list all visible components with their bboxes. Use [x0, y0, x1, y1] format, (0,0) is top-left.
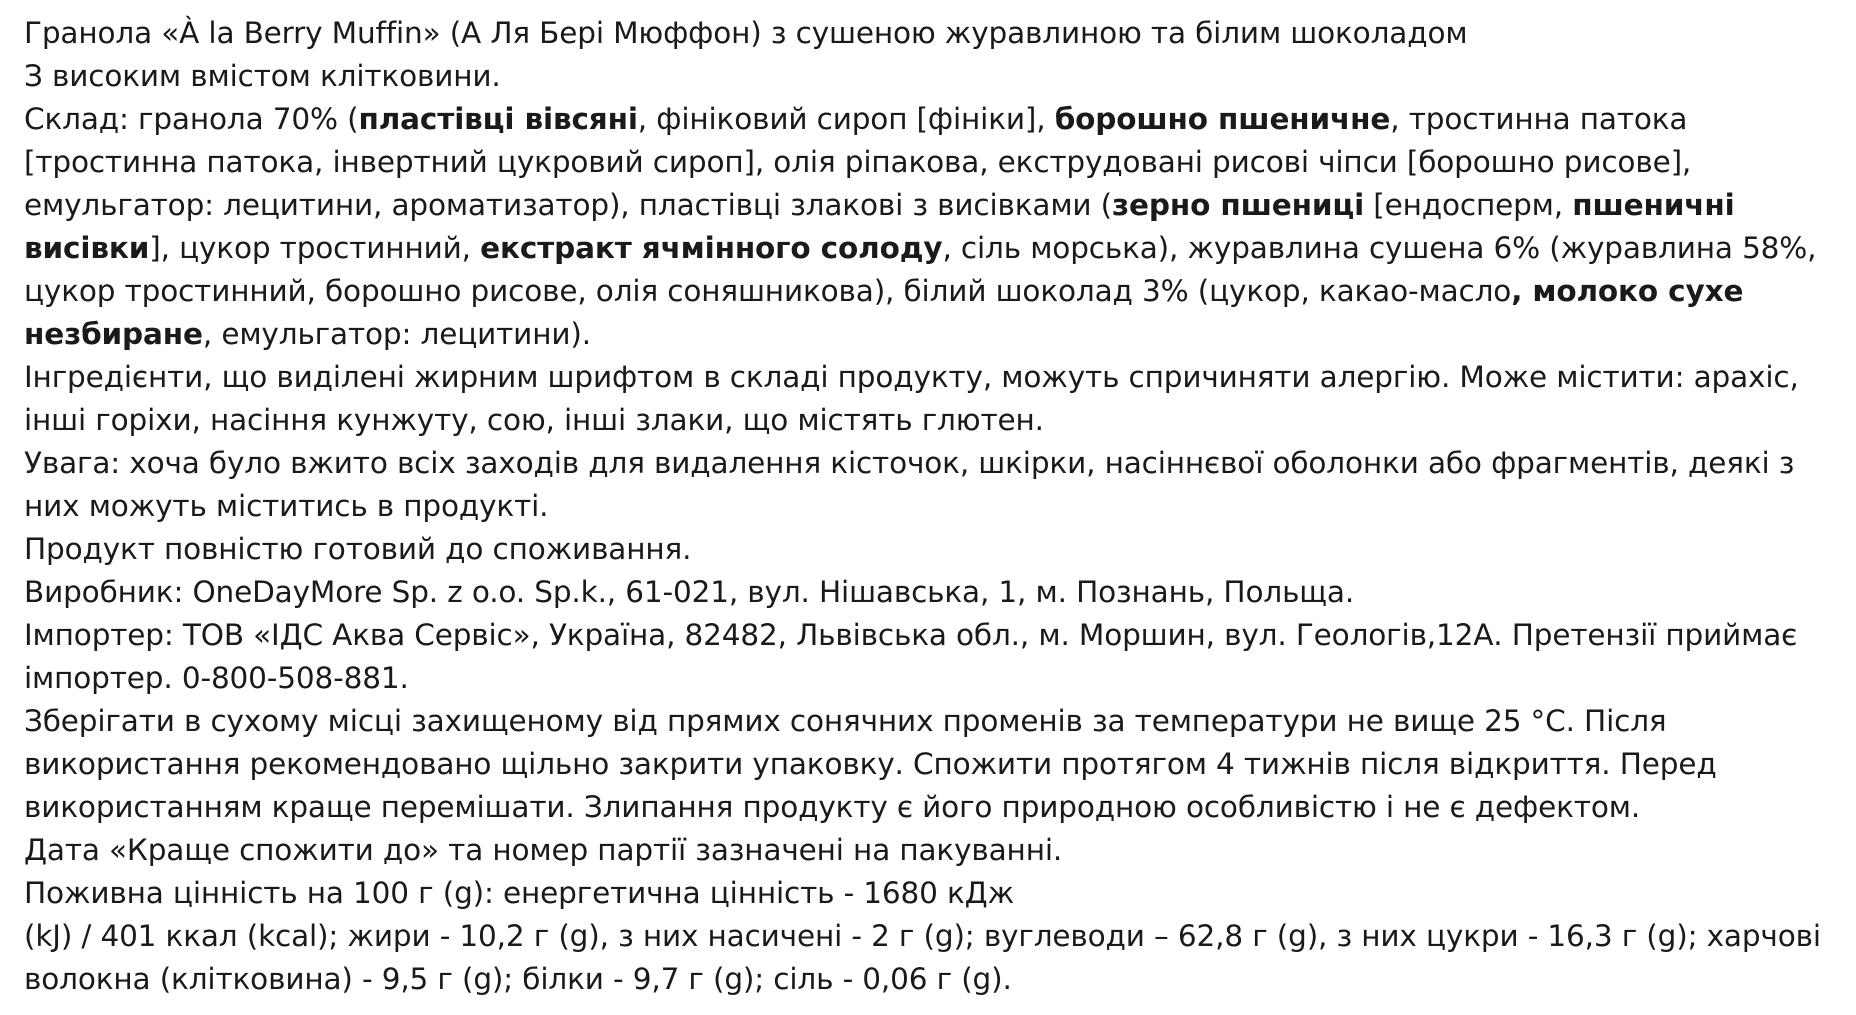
storage-instructions: Зберігати в сухому місці захищеному від прямих сонячних променів за температури не вище 25 °С. Після використання рекомендовано щільно закрити упаковку. Спожити протягом 4 тижнів після відкриття. Перед використанням краще перемішати. Злипання продукту є його природною особливістю і не є дефектом.	[24, 703, 1717, 824]
manufacturer-info: Виробник: OneDayMore Sp. z o.o. Sp.k., 61-021, вул. Нішавська, 1, м. Познань, Польща.	[24, 574, 1355, 609]
composition-text: Склад: гранола 70% (	[24, 101, 359, 136]
composition-text: , фініковий сироп [фініки],	[637, 101, 1055, 136]
ready-note: Продукт повністю готовий до споживання.	[24, 531, 692, 566]
best-before-note: Дата «Краще спожити до» та номер партії зазначені на пакуванні.	[24, 832, 1063, 867]
warning-note: Увага: хоча було вжито всіх заходів для видалення кісточок, шкірки, насіннєвої оболонки або фрагментів, деякі з них можуть міститись в продукті.	[24, 445, 1795, 523]
composition-text: , тростинна патока [тростинна патока, інвертний цукровий сироп], олія ріпакова, екструдовані рисові чіпси [борошно рисове], емульгатор: лецитини, ароматизатор), пластівці злакові з висівками (	[24, 101, 1692, 222]
allergen-ingredient: пшеничні висівки	[24, 187, 1735, 265]
composition-text: [ендосперм,	[1364, 187, 1573, 222]
nutrition-values: (kJ) / 401 ккал (kcal); жири - 10,2 г (g), з них насичені - 2 г (g); вуглеводи – 62,8 г (g), з них цукри - 16,3 г (g); харчові волокна (клітковина) - 9,5 г (g); білки - 9,7 г (g); сіль - 0,06 г (g).	[24, 918, 1821, 996]
allergen-ingredient: борошно пшеничне	[1054, 101, 1391, 136]
importer-info: Імпортер: ТОВ «ІДС Аква Сервіс», Україна, 82482, Львівська обл., м. Моршин, вул. Геологів,12А. Претензії приймає імпортер. 0-800-508-881.	[24, 617, 1798, 695]
composition-text: , емульгатор: лецитини).	[202, 316, 591, 351]
allergen-ingredient: екстракт ячмінного солоду	[480, 230, 943, 265]
fiber-claim: З високим вмістом клітковини.	[24, 58, 501, 93]
composition-text: , сіль морська), журавлина сушена 6% (журавлина 58%, цукор тростинний, борошно рисове, олія соняшникова), білий шоколад 3% (цукор, какао-масло	[24, 230, 1817, 308]
composition-text: ], цукор тростинний,	[149, 230, 481, 265]
product-title: Гранола «À la Berry Muffin» (А Ля Бері Мюффон) з сушеною журавлиною та білим шоколадом	[24, 16, 1468, 50]
allergen-ingredient: пластівці вівсяні	[358, 101, 638, 136]
composition-paragraph	[24, 98, 1838, 356]
allergen-ingredient: , молоко сухе незбиране	[24, 273, 1744, 351]
allergen-note: Інгредієнти, що виділені жирним шрифтом в складі продукту, можуть спричиняти алергію. Може містити: арахіс, інші горіхи, насіння кунжуту, сою, інші злаки, що містять глютен.	[24, 359, 1799, 437]
allergen-ingredient: зерно пшениці	[1112, 187, 1365, 222]
nutrition-heading: Поживна цінність на 100 г (g): енергетична цінність - 1680 кДж	[24, 875, 1014, 910]
